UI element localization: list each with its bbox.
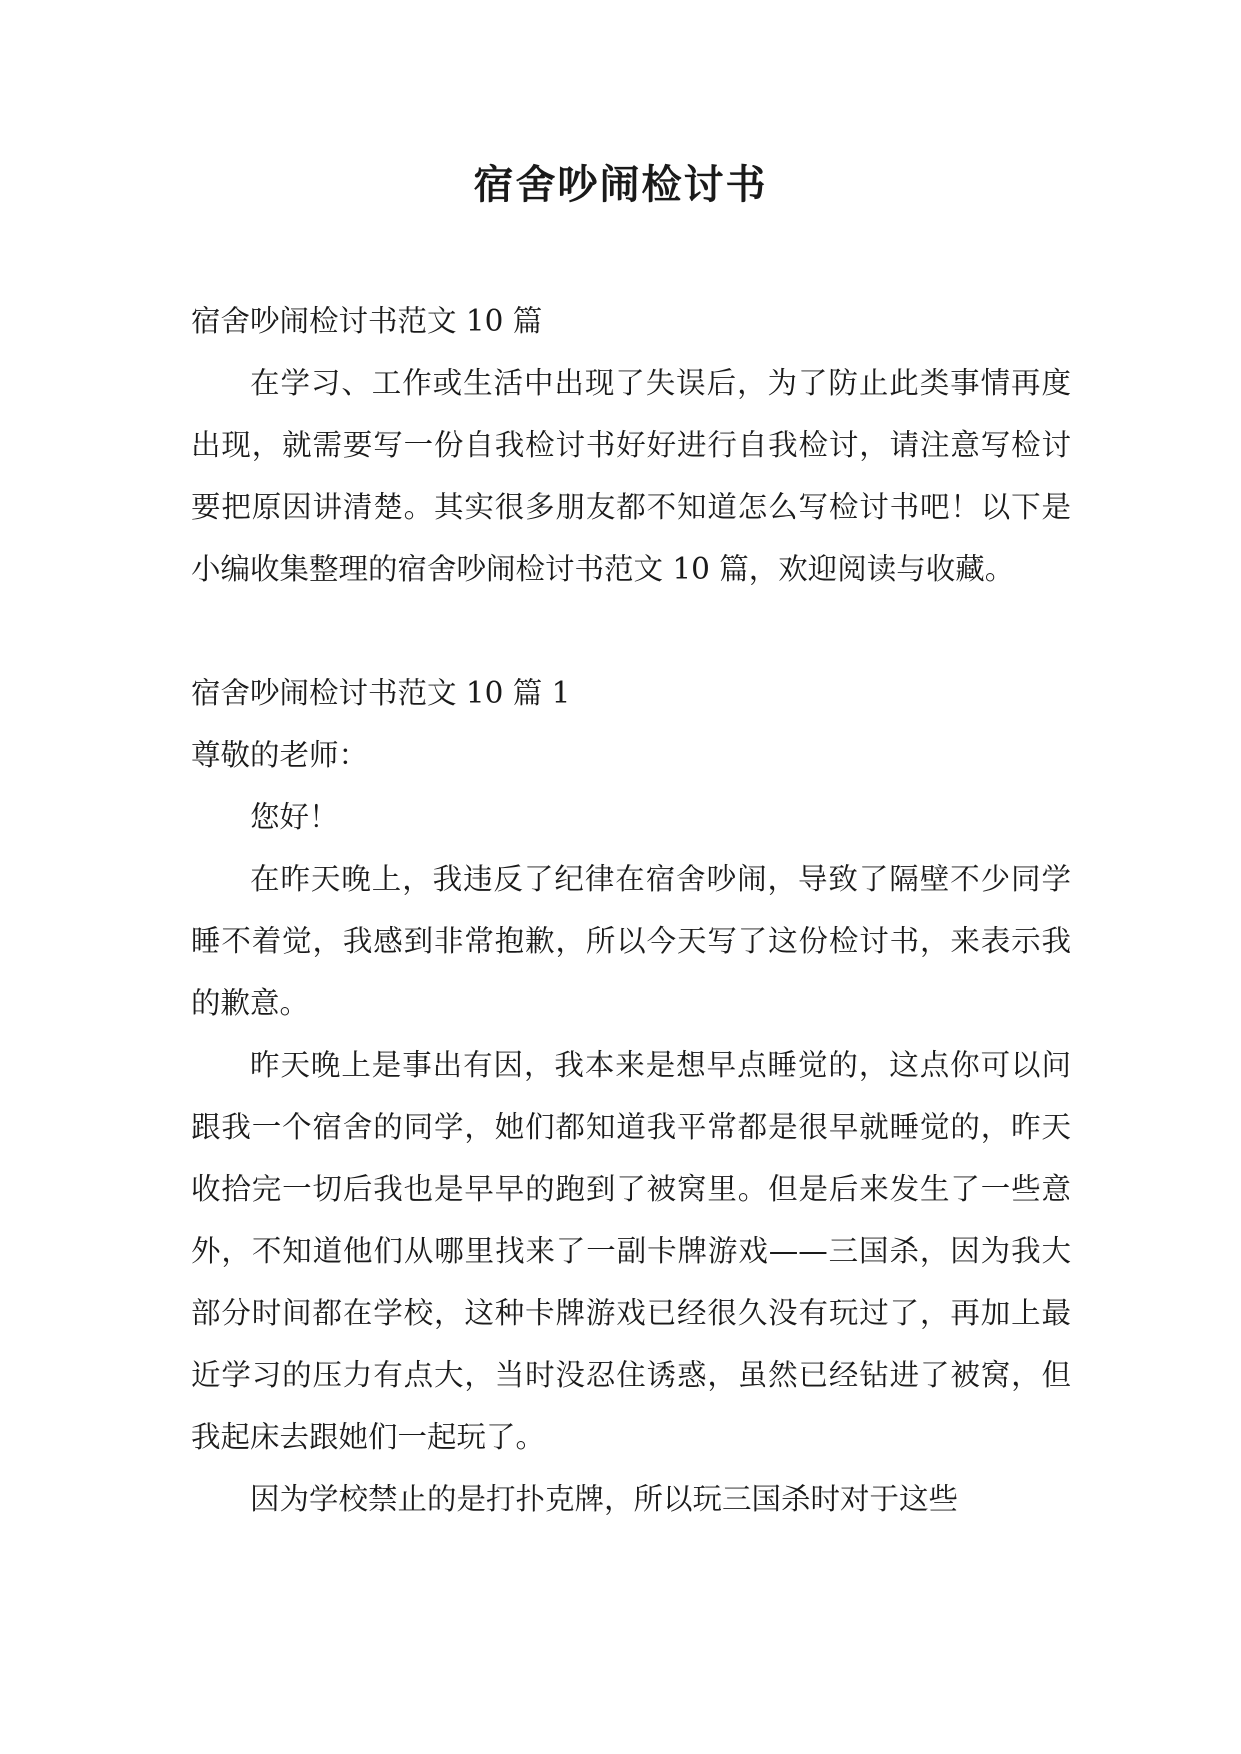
body-paragraph: 昨天晚上是事出有因，我本来是想早点睡觉的，这点你可以问跟我一个宿舍的同学，她们都知道我平常都是很早就睡觉的，昨天收拾完一切后我也是早早的跑到了被窝里。但是后来发生了一些意外，不知道他们从哪里找来了一副卡牌游戏——三国杀，因为我大部分时间都在学校，这种卡牌游戏已经很久没有玩过了，再加上最近学习的压力有点大，当时没忍住诱惑，虽然已经钻进了被窝，但我起床去跟她们一起玩了。 bbox=[191, 1048, 1071, 1454]
body-paragraph: 因为学校禁止的是打扑克牌，所以玩三国杀时对于这些 bbox=[250, 1482, 959, 1516]
salutation: 尊敬的老师： bbox=[191, 738, 369, 772]
body-paragraph: 在昨天晚上，我违反了纪律在宿舍吵闹，导致了隔壁不少同学睡不着觉，我感到非常抱歉，所以今天写了这份检讨书，来表示我的歉意。 bbox=[191, 862, 1071, 1020]
section-heading: 宿舍吵闹检讨书范文 10 篇 1 bbox=[191, 676, 571, 710]
intro-paragraph: 在学习、工作或生活中出现了失误后，为了防止此类事情再度出现，就需要写一份自我检讨书好好进行自我检讨，请注意写检讨要把原因讲清楚。其实很多朋友都不知道怎么写检讨书吧！以下是小编收集整理的宿舍吵闹检讨书范文 10 篇，欢迎阅读与收藏。 bbox=[191, 366, 1071, 586]
greeting: 您好！ bbox=[250, 800, 339, 834]
document-title: 宿舍吵闹检讨书 bbox=[473, 162, 768, 208]
document-body bbox=[191, 290, 1071, 1530]
document-subtitle: 宿舍吵闹检讨书范文 10 篇 bbox=[191, 304, 543, 338]
section-spacer bbox=[191, 600, 1071, 662]
